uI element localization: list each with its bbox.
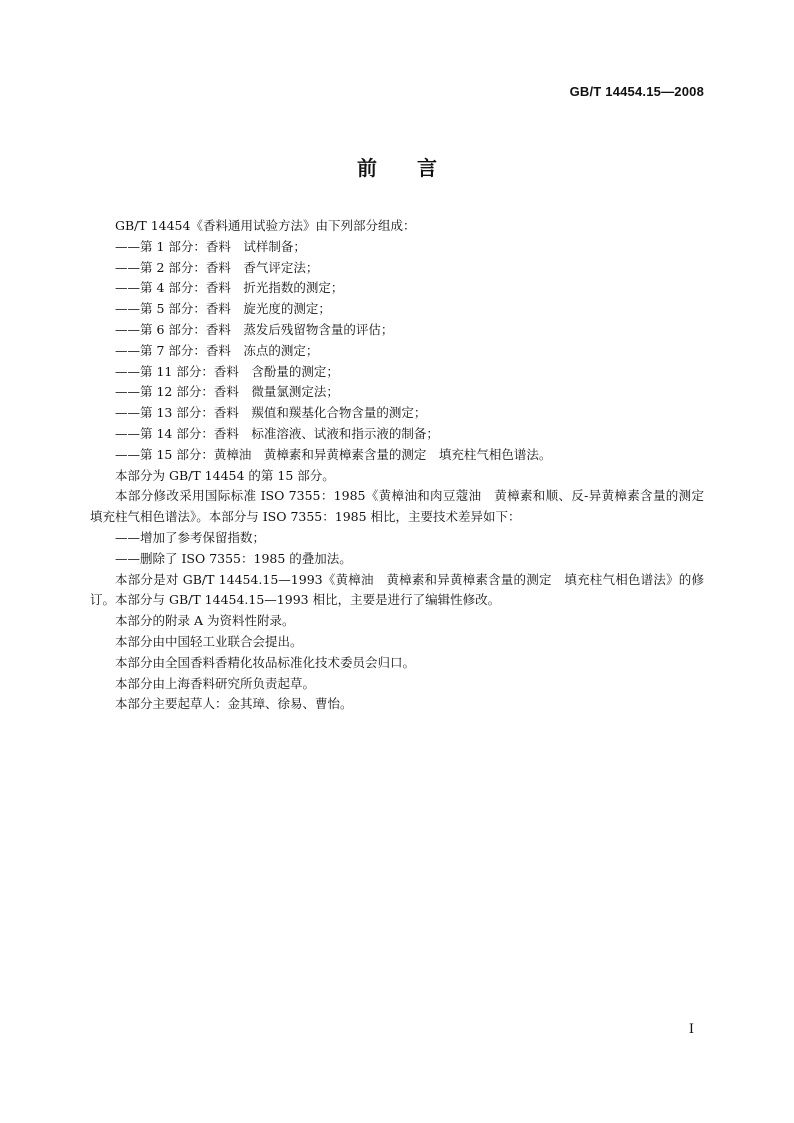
page-title-part2: 言 xyxy=(417,156,437,180)
intro-paragraph: GB/T 14454《香料通用试验方法》由下列部分组成： xyxy=(115,218,416,233)
annex-statement: 本部分的附录 A 为资料性附录。 xyxy=(115,613,295,629)
parts-list xyxy=(90,237,704,466)
page-number: I xyxy=(688,1022,694,1037)
revision-statement: 本部分是对 GB/T 14454.15—1993《黄樟油 黄樟素和异黄樟素含量的测定 填充柱气相色谱法》的修订。本部分与 GB/T 14454.15—1993 相比，主要是进行了编辑性修改。 xyxy=(90,571,704,608)
centralized-statement: 本部分由全国香料香精化妆品标准化技术委员会归口。 xyxy=(115,654,416,670)
part-item-11: ——第 11 部分：香料 含酚量的测定； xyxy=(115,363,339,379)
iso-statement: 本部分修改采用国际标准 ISO 7355：1985《黄樟油和肉豆蔻油 黄樟素和顺、反-异黄樟素含量的测定 填充柱气相色谱法》。本部分与 ISO 7355：1985 相比，主要技术差异如下： xyxy=(90,488,717,525)
standard-code: GB/T 14454.15—2008 xyxy=(569,84,704,99)
differences-list xyxy=(90,528,704,570)
part-item-2: ——第 2 部分：香料 香气评定法； xyxy=(115,259,319,275)
foreword-body xyxy=(90,216,717,715)
proposer-statement: 本部分由中国轻工业联合会提出。 xyxy=(115,633,303,649)
drafters-statement: 本部分主要起草人：金其璋、徐易、曹怡。 xyxy=(115,696,353,712)
part-statement: 本部分为 GB/T 14454 的第 15 部分。 xyxy=(115,467,335,483)
part-item-12: ——第 12 部分：香料 微量氯测定法； xyxy=(115,384,339,400)
part-item-7: ——第 7 部分：香料 冻点的测定； xyxy=(115,342,319,358)
difference-item-2: ——删除了 ISO 7355：1985 的叠加法。 xyxy=(115,550,352,566)
drafter-org-statement: 本部分由上海香料研究所负责起草。 xyxy=(115,675,316,691)
part-item-15: ——第 15 部分：黄樟油 黄樟素和异黄樟素含量的测定 填充柱气相色谱法。 xyxy=(115,446,552,462)
part-item-14: ——第 14 部分：香料 标准溶液、试液和指示液的制备； xyxy=(115,425,439,441)
part-item-13: ——第 13 部分：香料 羰值和羰基化合物含量的测定； xyxy=(115,405,427,421)
difference-item-1: ——增加了参考保留指数； xyxy=(115,529,266,545)
part-item-4: ——第 4 部分：香料 折光指数的测定； xyxy=(115,280,344,296)
part-item-6: ——第 6 部分：香料 蒸发后残留物含量的评估； xyxy=(115,321,394,337)
part-item-1: ——第 1 部分：香料 试样制备； xyxy=(115,238,306,254)
page-title-part1: 前 xyxy=(357,156,377,180)
page-title xyxy=(0,152,794,181)
part-item-5: ——第 5 部分：香料 旋光度的测定； xyxy=(115,301,331,317)
